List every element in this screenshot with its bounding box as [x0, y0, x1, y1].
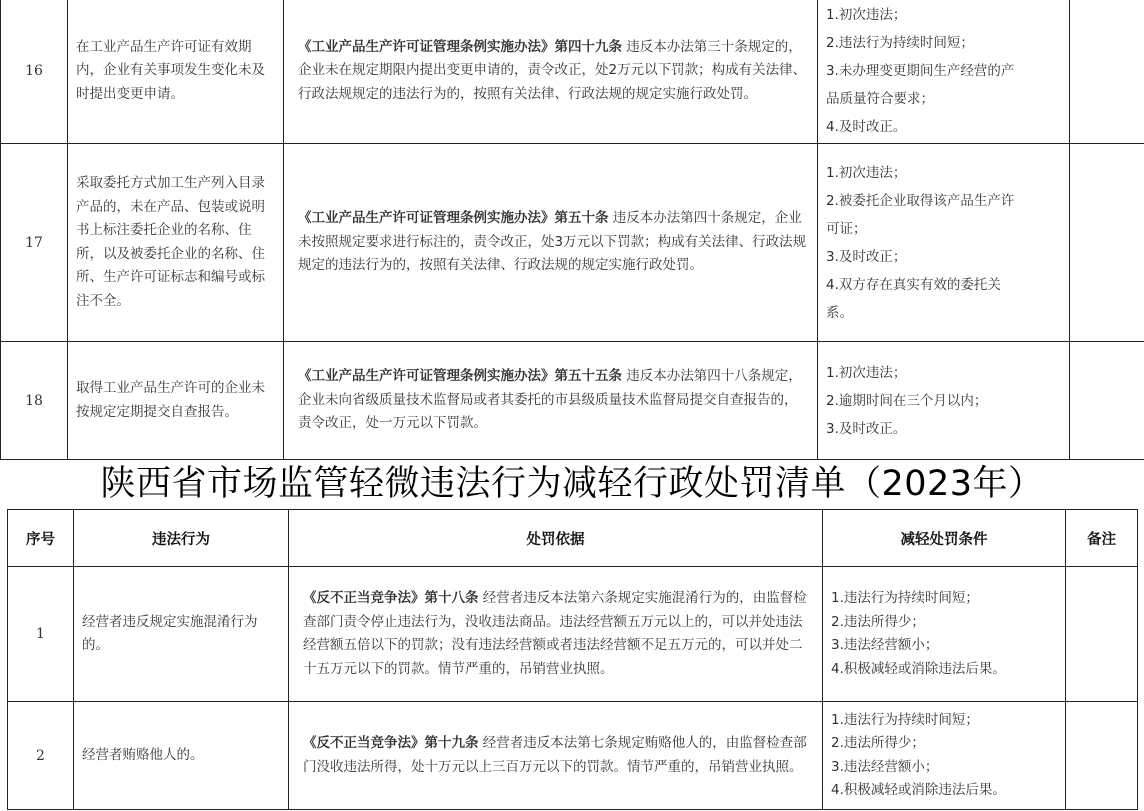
condition-line: 系。 [826, 304, 853, 321]
penalty-basis [289, 702, 823, 810]
table-row [1, 0, 1144, 144]
law-reference: 《工业产品生产许可证管理条例实施办法》第五十五条 [298, 368, 622, 385]
remarks-cell [1066, 702, 1138, 810]
condition-line: 3.违法经营额小； [831, 637, 939, 653]
condition-line: 3.及时改正。 [826, 420, 907, 437]
violation-act: 经营者贿赂他人的。 [74, 702, 289, 810]
column-header-conditions: 减轻处罚条件 [823, 510, 1066, 567]
row-number: 17 [1, 144, 68, 342]
condition-line: 2.逾期时间在三个月以内； [826, 392, 988, 409]
mitigation-conditions [823, 567, 1066, 702]
condition-line: 3.未办理变更期间生产经营的产 [826, 63, 1015, 79]
document-title: 陕西省市场监管轻微违法行为减轻行政处罚清单（2023年） [100, 464, 1044, 504]
condition-line: 品质量符合要求； [826, 91, 934, 107]
row-number: 16 [1, 0, 68, 144]
penalty-basis [284, 0, 818, 144]
condition-line: 1.违法行为持续时间短； [831, 711, 979, 728]
mitigation-conditions [823, 702, 1066, 810]
penalty-list-table [7, 509, 1138, 810]
row-number: 2 [8, 702, 74, 810]
law-reference: 《工业产品生产许可证管理条例实施办法》第五十条 [298, 210, 609, 227]
condition-line: 4.积极减轻或消除违法后果。 [831, 782, 1006, 798]
column-header-basis: 处罚依据 [289, 510, 823, 567]
condition-line: 2.被委托企业取得该产品生产许 [826, 192, 1015, 209]
violation-act: 采取委托方式加工生产列入目录产品的，未在产品、包装或说明书上标注委托企业的名称、住所，以及被委托企业的名称、住所、生产许可证标志和编号或标注不全。 [68, 144, 284, 342]
condition-line: 1.初次违法； [826, 164, 907, 181]
mitigation-conditions [818, 342, 1070, 460]
condition-line: 2.违法所得少； [831, 613, 925, 630]
table-row [1, 144, 1144, 342]
remarks-cell [1066, 567, 1138, 702]
remarks-cell [1070, 342, 1144, 460]
mitigation-conditions [818, 0, 1070, 144]
condition-line: 1.初次违法； [826, 364, 907, 381]
remarks-cell [1070, 0, 1144, 144]
penalty-basis [289, 567, 823, 702]
row-number: 1 [8, 567, 74, 702]
penalty-basis [284, 144, 818, 342]
condition-line: 1.初次违法； [826, 7, 907, 23]
condition-line: 4.积极减轻或消除违法后果。 [831, 660, 1006, 677]
condition-line: 3.及时改正； [826, 248, 907, 265]
condition-line: 2.违法行为持续时间短； [826, 35, 974, 51]
condition-line: 可证； [826, 220, 867, 237]
table-row [8, 702, 1138, 810]
table-row [1, 342, 1144, 460]
row-number: 18 [1, 342, 68, 460]
condition-line: 1.违法行为持续时间短； [831, 590, 979, 606]
condition-line: 3.违法经营额小； [831, 758, 939, 775]
basis-text: 经营者违反本法第六条规定实施混淆行为的，由监督检查部门责令停止违法行为，没收违法商品。违法经营额五万元以上的，可以并处违法经营额五倍以下的罚款；没有违法经营额或者违法经营额不足五万元的，可以并处二十五万元以下的罚款。情节严重的，吊销营业执照。 [303, 590, 807, 677]
law-reference: 《工业产品生产许可证管理条例实施办法》第四十九条 [298, 38, 622, 55]
column-header-number: 序号 [8, 510, 74, 567]
table-header-row [8, 510, 1138, 567]
penalty-basis [284, 342, 818, 460]
condition-line: 2.违法所得少； [831, 735, 925, 751]
violation-act: 经营者违反规定实施混淆行为的。 [74, 567, 289, 702]
basis-text: 违反本办法第四十八条规定，企业未向省级质量技术监督局或者其委托的市县级质量技术监督局提交自查报告的，责令改正，处一万元以下罚款。 [298, 368, 802, 432]
condition-line: 4.双方存在真实有效的委托关 [826, 276, 1001, 293]
basis-text: 违反本办法第四十条规定，企业未按照规定要求进行标注的，责令改正，处3万元以下罚款；构成有关法律、行政法规规定的违法行为的，按照有关法律、行政法规的规定实施行政处罚。 [298, 210, 807, 274]
law-reference: 《反不正当竞争法》第十八条 [303, 590, 479, 606]
violation-act: 取得工业产品生产许可的企业未按规定定期提交自查报告。 [68, 342, 284, 460]
table-row [8, 567, 1138, 702]
column-header-violation: 违法行为 [74, 510, 289, 567]
law-reference: 《反不正当竞争法》第十九条 [303, 735, 479, 751]
mitigation-conditions [818, 144, 1070, 342]
violation-act: 在工业产品生产许可证有效期内，企业有关事项发生变化未及时提出变更申请。 [68, 0, 284, 144]
column-header-remarks: 备注 [1066, 510, 1138, 567]
remarks-cell [1070, 144, 1144, 342]
basis-text: 经营者违反本法第七条规定贿赂他人的，由监督检查部门没收违法所得，处十万元以上三百万元以下的罚款。情节严重的，吊销营业执照。 [303, 735, 807, 775]
condition-line: 4.及时改正。 [826, 119, 907, 135]
basis-text: 违反本办法第三十条规定的，企业未在规定期限内提出变更申请的，责令改正，处2万元以下罚款；构成有关法律、行政法规规定的违法行为的，按照有关法律、行政法规的规定实施行政处罚。 [298, 38, 807, 102]
